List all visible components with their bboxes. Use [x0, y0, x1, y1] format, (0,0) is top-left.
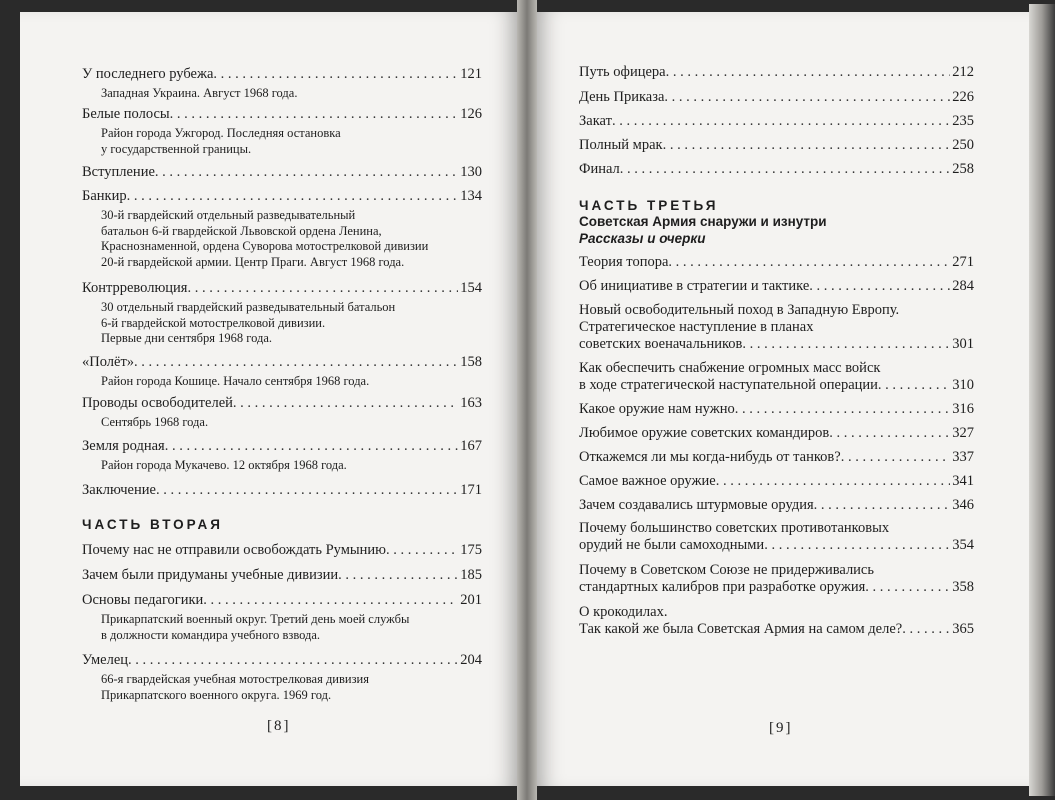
leader-dots	[338, 567, 458, 584]
book-gutter	[517, 0, 537, 800]
entry-description-line: 30 отдельный гвардейский разведывательный батальон	[101, 300, 396, 314]
leader-dots	[878, 377, 950, 394]
entry-description-line: 20-й гвардейской армии. Центр Праги. Август 1968 года.	[101, 254, 405, 269]
toc-row	[579, 161, 974, 178]
toc-entry	[579, 254, 974, 271]
toc-entry	[82, 106, 482, 157]
right-page	[537, 12, 1029, 786]
toc-entry	[579, 449, 974, 466]
toc-row	[82, 106, 482, 123]
leader-dots	[170, 106, 459, 123]
entry-title: стандартных калибров при разработке оружия	[579, 579, 866, 595]
entry-page-number: 167	[460, 438, 482, 454]
entry-page-number: 185	[460, 567, 482, 583]
entry-title: Об инициативе в стратегии и тактике	[579, 278, 810, 294]
entry-description-line: 6-й гвардейской мотострелковой дивизии.	[101, 315, 326, 330]
toc-entry	[579, 473, 974, 490]
leader-dots	[128, 652, 458, 669]
entry-title: Зачем создавались штурмовые орудия	[579, 497, 814, 513]
toc-entry	[82, 164, 482, 181]
entry-title-line: Почему в Советском Союзе не придерживались	[579, 562, 874, 578]
entry-description	[82, 458, 482, 474]
entry-title: Любимое оружие советских командиров	[579, 425, 830, 441]
toc-entry	[579, 401, 974, 418]
leader-dots	[716, 473, 951, 490]
toc-row	[82, 567, 482, 584]
toc-row	[579, 336, 974, 353]
entry-page-number: 130	[460, 164, 482, 180]
toc-row	[579, 89, 974, 106]
entry-description-line: Краснознаменной, ордена Суворова мотострелковой дивизии	[101, 239, 429, 253]
entry-page-number: 327	[952, 425, 974, 441]
leader-dots	[735, 401, 950, 418]
toc-row	[82, 188, 482, 205]
entry-page-number: 226	[952, 89, 974, 105]
toc-entry	[579, 360, 974, 394]
part-two-heading: ЧАСТЬ ВТОРАЯ	[82, 517, 223, 532]
toc-entry	[82, 542, 482, 559]
leader-dots	[668, 254, 950, 271]
entry-page-number: 341	[952, 473, 974, 489]
part-three-subtitle: Советская Армия снаружи и изнутри	[579, 214, 827, 229]
entry-description-line: Район города Ужгород. Последняя остановка	[101, 126, 341, 140]
toc-row	[82, 164, 482, 181]
entry-page-number: 121	[460, 66, 482, 82]
toc-row	[82, 66, 482, 83]
toc-entry	[82, 66, 482, 102]
toc-row	[579, 425, 974, 442]
entry-title: Белые полосы	[82, 106, 170, 122]
leader-dots	[386, 542, 458, 559]
entry-title: День Приказа	[579, 89, 665, 105]
entry-title-line: Как обеспечить снабжение огромных масс войск	[579, 360, 881, 376]
toc-row	[82, 354, 482, 371]
leader-dots	[233, 395, 458, 412]
leader-dots	[666, 64, 951, 81]
toc-row	[579, 377, 974, 394]
leader-dots	[663, 137, 951, 154]
entry-description	[82, 86, 482, 102]
page-number-right: [9]	[769, 720, 793, 736]
entry-page-number: 126	[460, 106, 482, 122]
entry-page-number: 301	[952, 336, 974, 352]
toc-entry	[579, 520, 974, 554]
toc-row	[579, 401, 974, 418]
entry-description-line: Западная Украина. Август 1968 года.	[101, 86, 298, 100]
leader-dots	[165, 438, 459, 455]
toc-row	[579, 537, 974, 554]
entry-title: Умелец	[82, 652, 129, 668]
entry-title: Полный мрак	[579, 137, 663, 153]
leader-dots	[841, 449, 951, 466]
entry-title: Самое важное оружие	[579, 473, 716, 489]
entry-description-line: у государственной границы.	[101, 141, 252, 156]
entry-page-number: 235	[952, 113, 974, 129]
entry-title: советских военачальников	[579, 336, 743, 352]
toc-row	[579, 137, 974, 154]
toc-row	[579, 473, 974, 490]
entry-page-number: 346	[952, 497, 974, 513]
entry-description-line: Район города Кошице. Начало сентября 1968 года.	[101, 374, 370, 388]
entry-title: «Полёт»	[82, 354, 135, 370]
entry-page-number: 337	[952, 449, 974, 465]
entry-page-number: 354	[952, 537, 974, 553]
toc-entry	[579, 137, 974, 154]
toc-row	[579, 278, 974, 295]
entry-page-number: 310	[952, 377, 974, 393]
entry-page-number: 358	[952, 579, 974, 595]
leader-dots	[809, 278, 950, 295]
entry-title: Зачем были придуманы учебные дивизии	[82, 567, 339, 583]
toc-row	[579, 449, 974, 466]
toc-entry	[579, 278, 974, 295]
entry-description-line: батальон 6-й гвардейской Львовской ордена Ленина,	[101, 223, 382, 238]
toc-row	[82, 542, 482, 559]
toc-row	[579, 254, 974, 271]
entry-description	[82, 612, 482, 643]
toc-entry	[82, 482, 482, 499]
entry-description	[82, 672, 482, 703]
entry-title: У последнего рубежа	[82, 66, 214, 82]
toc-entry	[579, 604, 974, 638]
entry-description	[82, 208, 482, 270]
toc-entry	[579, 64, 974, 81]
entry-title: орудий не были самоходными	[579, 537, 765, 553]
entry-title: Откажемся ли мы когда-нибудь от танков?	[579, 449, 841, 465]
entry-page-number: 134	[460, 188, 482, 204]
toc-entry	[82, 188, 482, 270]
entry-description	[82, 374, 482, 390]
entry-title-line: Почему большинство советских противотанковых	[579, 520, 890, 536]
toc-row	[82, 482, 482, 499]
entry-title: Так какой же была Советская Армия на самом деле?	[579, 621, 903, 637]
part-three-subtitle-italic: Рассказы и очерки	[579, 231, 706, 246]
toc-row	[82, 395, 482, 412]
toc-entry	[579, 562, 974, 596]
entry-page-number: 258	[952, 161, 974, 177]
entry-page-number: 175	[460, 542, 482, 558]
entry-page-number: 212	[952, 64, 974, 80]
toc-row	[82, 280, 482, 297]
entry-title: Земля родная	[82, 438, 165, 454]
leader-dots	[742, 336, 950, 353]
entry-description-line: Прикарпатский военный округ. Третий день моей службы	[101, 612, 410, 626]
entry-page-number: 163	[460, 395, 482, 411]
entry-page-number: 271	[952, 254, 974, 270]
entry-page-number: 250	[952, 137, 974, 153]
entry-title-line: Новый освободительный поход в Западную Европу.	[579, 302, 900, 318]
entry-title: Финал	[579, 161, 620, 177]
leader-dots	[902, 621, 950, 638]
entry-page-number: 154	[460, 280, 482, 296]
toc-entry	[579, 113, 974, 130]
entry-description-line: 30-й гвардейский отдельный разведывательный	[101, 208, 356, 222]
entry-page-number: 201	[460, 592, 482, 608]
toc-entry	[579, 89, 974, 106]
toc-entry	[579, 425, 974, 442]
entry-title: Контрреволюция	[82, 280, 188, 296]
left-page	[20, 12, 517, 786]
toc-entry	[82, 592, 482, 643]
entry-description-line: Прикарпатского военного округа. 1969 год.	[101, 687, 332, 702]
toc-row	[579, 497, 974, 514]
book-edge	[1029, 4, 1055, 796]
entry-title: Закат	[579, 113, 612, 129]
entry-title: Проводы освободителей	[82, 395, 233, 411]
entry-description-line: Первые дни сентября 1968 года.	[101, 331, 272, 345]
leader-dots	[213, 66, 458, 83]
entry-title: Банкир	[82, 188, 127, 204]
toc-row	[579, 113, 974, 130]
entry-page-number: 204	[460, 652, 482, 668]
entry-page-number: 284	[952, 278, 974, 294]
leader-dots	[127, 188, 459, 205]
entry-title: Путь офицера	[579, 64, 666, 80]
entry-description-line: в должности командира учебного взвода.	[101, 627, 321, 642]
toc-entry	[82, 438, 482, 474]
leader-dots	[155, 164, 458, 181]
entry-description	[82, 126, 482, 157]
toc-entry	[579, 161, 974, 178]
entry-title: Почему нас не отправили освобождать Румынию	[82, 542, 387, 558]
entry-title: Основы педагогики	[82, 592, 204, 608]
part-three-heading: ЧАСТЬ ТРЕТЬЯ	[579, 198, 719, 213]
leader-dots	[829, 425, 950, 442]
toc-row	[579, 621, 974, 638]
toc-entry	[82, 354, 482, 390]
toc-entry	[579, 302, 974, 353]
entry-description-line: Сентябрь 1968 года.	[101, 415, 209, 429]
entry-title: в ходе стратегической наступательной операции	[579, 377, 878, 393]
entry-page-number: 316	[952, 401, 974, 417]
toc-row	[579, 579, 974, 596]
leader-dots	[187, 280, 458, 297]
leader-dots	[865, 579, 950, 596]
toc-entry	[82, 567, 482, 584]
toc-entry	[579, 497, 974, 514]
entry-title-line: Стратегическое наступление в планах	[579, 319, 814, 335]
page-number-left: [8]	[267, 718, 291, 734]
toc-row	[579, 64, 974, 81]
leader-dots	[764, 537, 950, 554]
entry-title-line: О крокодилах.	[579, 604, 668, 620]
toc-row	[82, 652, 482, 669]
toc-row	[82, 438, 482, 455]
toc-entry	[82, 652, 482, 703]
toc-entry	[82, 280, 482, 347]
toc-row	[82, 592, 482, 609]
entry-description-line: 66-я гвардейская учебная мотострелковая дивизия	[101, 672, 369, 686]
entry-title: Какое оружие нам нужно	[579, 401, 735, 417]
entry-description	[82, 415, 482, 431]
toc-entry	[82, 395, 482, 431]
entry-title: Теория топора	[579, 254, 669, 270]
entry-title: Вступление	[82, 164, 155, 180]
leader-dots	[664, 89, 950, 106]
entry-page-number: 365	[952, 621, 974, 637]
leader-dots	[203, 592, 458, 609]
leader-dots	[814, 497, 951, 514]
entry-description	[82, 300, 482, 347]
leader-dots	[620, 161, 950, 178]
leader-dots	[134, 354, 458, 371]
entry-page-number: 158	[460, 354, 482, 370]
entry-title: Заключение	[82, 482, 156, 498]
leader-dots	[612, 113, 950, 130]
entry-page-number: 171	[460, 482, 482, 498]
entry-description-line: Район города Мукачево. 12 октября 1968 года.	[101, 458, 347, 472]
leader-dots	[156, 482, 458, 499]
